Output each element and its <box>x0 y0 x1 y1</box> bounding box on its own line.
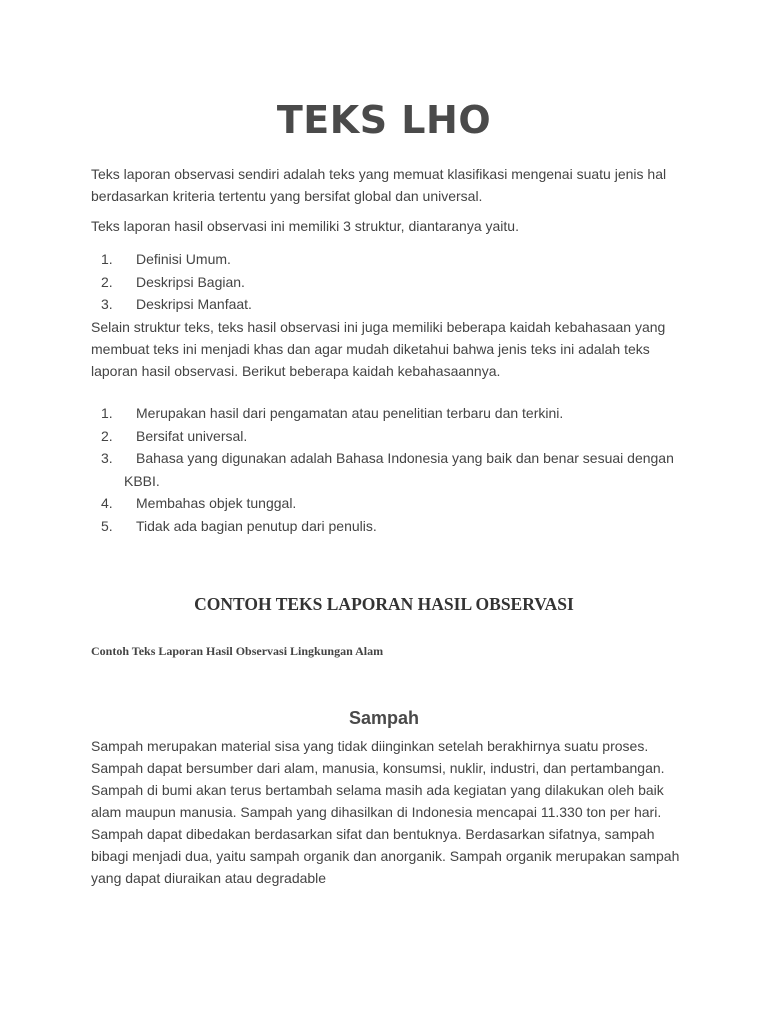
list-number: 1. <box>101 251 113 267</box>
list-item <box>91 515 681 538</box>
list-text: Deskripsi Manfaat. <box>136 296 252 312</box>
list-number: 3. <box>101 296 113 312</box>
list-item <box>91 447 681 492</box>
list-text: Merupakan hasil dari pengamatan atau penelitian terbaru dan terkini. <box>136 405 564 421</box>
list-number: 5. <box>101 517 113 534</box>
list-text: Membahas objek tunggal. <box>136 495 297 511</box>
document-title: TEKS LHO <box>276 98 492 142</box>
section-heading: CONTOH TEKS LAPORAN HASIL OBSERVASI <box>194 594 574 614</box>
article-body: Sampah merupakan material sisa yang tidak diinginkan setelah berakhirnya suatu proses. Sampah dapat bersumber dari alam, manusia, konsumsi, nuklir, industri, dan pertambangan. Sampah di bumi akan terus bertambah selama masih ada kegiatan yang dilakukan oleh baik alam maupun manusia. Sampah yang dihasilkan di Indonesia mencapai 11.330 ton per hari. Sampah dapat dibedakan berdasarkan sifat dan bentuknya. Berdasarkan sifatnya, sampah bibagi menjadi dua, yaitu sampah organik dan anorganik. Sampah organik merupakan sampah yang dapat diuraikan atau degradable <box>91 738 680 886</box>
list-item <box>91 492 681 515</box>
list-number: 1. <box>101 405 113 421</box>
list-text: Bahasa yang digunakan adalah Bahasa Indonesia yang baik dan benar sesuai dengan <box>136 450 674 466</box>
list-item <box>91 271 681 294</box>
list-text: Deskripsi Bagian. <box>136 273 245 290</box>
list-text: Bersifat universal. <box>136 427 248 444</box>
list-number: 2. <box>101 273 113 290</box>
structure-intro: Teks laporan hasil observasi ini memiliki 3 struktur, diantaranya yaitu. <box>91 218 519 234</box>
list-item <box>91 293 681 316</box>
list-item <box>91 402 681 425</box>
list-text-continuation: KBBI. <box>124 472 160 489</box>
list-text: Definisi Umum. <box>136 251 231 267</box>
rules-list <box>91 402 681 537</box>
list-number: 2. <box>101 427 113 444</box>
list-number: 3. <box>101 450 113 466</box>
structure-list <box>91 248 681 316</box>
list-item <box>91 248 681 271</box>
list-item <box>91 425 681 448</box>
article-title: Sampah <box>348 708 420 728</box>
list-number: 4. <box>101 495 113 511</box>
list-text: Tidak ada bagian penutup dari penulis. <box>136 517 377 534</box>
sub-heading: Contoh Teks Laporan Hasil Observasi Lingkungan Alam <box>91 644 384 658</box>
intro-paragraph: Teks laporan observasi sendiri adalah teks yang memuat klasifikasi mengenai suatu jenis hal berdasarkan kriteria tertentu yang bersifat global dan universal. <box>91 166 667 204</box>
rules-intro: Selain struktur teks, teks hasil observasi ini juga memiliki beberapa kaidah kebahasaan yang membuat teks ini menjadi khas dan agar mudah diketahui bahwa jenis teks ini adalah teks laporan hasil observasi. Berikut beberapa kaidah kebahasaannya. <box>91 319 666 379</box>
